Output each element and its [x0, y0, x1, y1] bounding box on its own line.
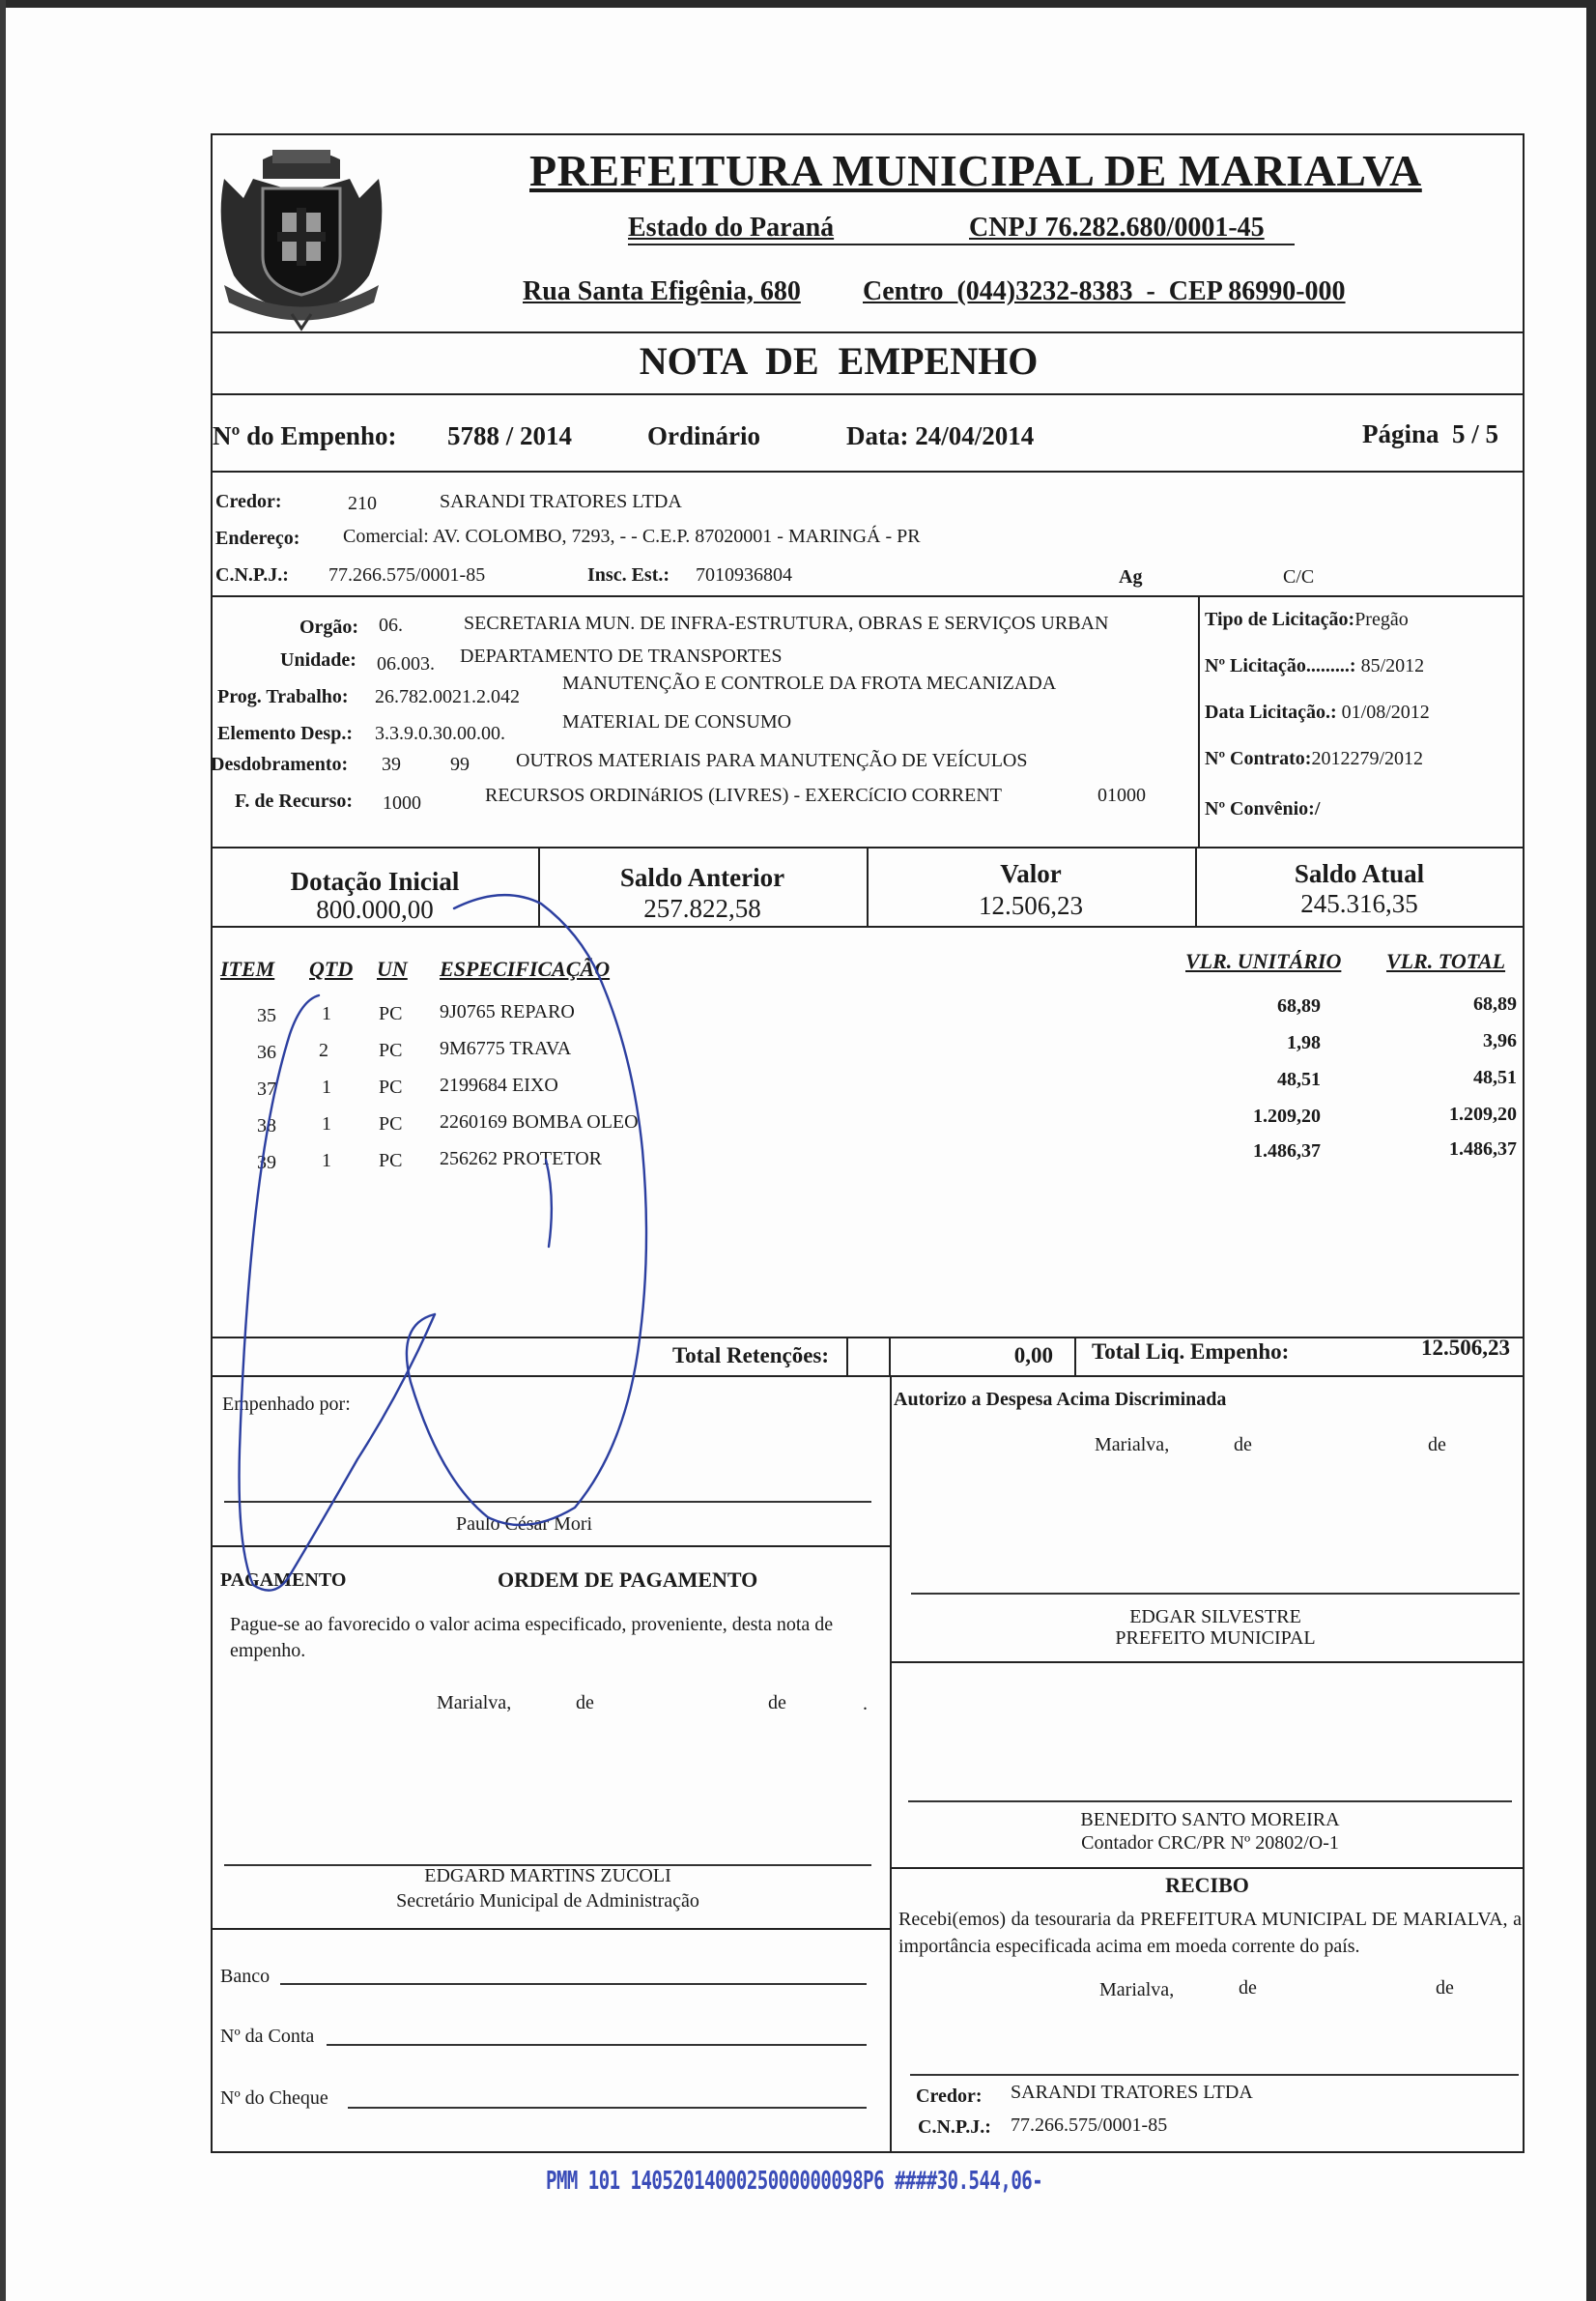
- liquido-value: 12.506,23: [1421, 1336, 1510, 1360]
- divider-secretario: [211, 1928, 890, 1930]
- secretario-role: Secretário Municipal de Administração: [396, 1890, 699, 1912]
- item-row-4-un: PC: [379, 1113, 403, 1135]
- item-row-5-desc: 256262 PROTETOR: [440, 1148, 602, 1169]
- empenhado-signature-line: [224, 1501, 871, 1503]
- dotacao-label: Dotação Inicial: [290, 867, 460, 896]
- item-row-5-item: 39: [257, 1152, 276, 1173]
- recurso-label: F. de Recurso:: [235, 791, 354, 812]
- item-row-2-item: 36: [257, 1042, 276, 1063]
- secretario-name: EDGARD MARTINS ZUCOLI: [424, 1865, 671, 1886]
- credor-cnpj: 77.266.575/0001-85: [328, 564, 486, 586]
- recibo-credor-name: SARANDI TRATORES LTDA: [1011, 2082, 1253, 2103]
- tipo-licitacao-label: Tipo de Licitação:: [1205, 609, 1355, 630]
- contador-signature-line: [908, 1800, 1512, 1802]
- credor-insc: 7010936804: [696, 564, 792, 586]
- recurso-code: 1000: [383, 792, 421, 814]
- banco-field-line[interactable]: [280, 1983, 867, 1985]
- valor-label: Valor: [1000, 859, 1062, 888]
- elemento-code: 3.3.9.0.30.00.00.: [375, 723, 505, 744]
- recibo-credor-label: Credor:: [916, 2085, 983, 2107]
- autorizo-de-2: de: [1428, 1434, 1446, 1455]
- item-row-4-item: 38: [257, 1115, 276, 1136]
- prog-label: Prog. Trabalho:: [217, 686, 349, 707]
- recibo-cnpj-label: C.N.P.J.:: [918, 2116, 991, 2138]
- liquido-label: Total Liq. Empenho:: [1092, 1339, 1290, 1364]
- state-name: Estado do Paraná: [628, 213, 835, 243]
- numero-licitacao-value: 85/2012: [1360, 655, 1425, 676]
- item-row-1-desc: 9J0765 REPARO: [440, 1001, 575, 1022]
- orgao-code: 06.: [379, 615, 403, 636]
- data-licitacao-label: Data Licitação.:: [1205, 702, 1337, 723]
- divider-prefeito: [890, 1661, 1525, 1663]
- item-row-3-qtd: 1: [322, 1077, 331, 1098]
- elemento-label: Elemento Desp.:: [217, 723, 353, 744]
- item-row-1-item: 35: [257, 1005, 276, 1026]
- item-row-4-qtd: 1: [322, 1113, 331, 1135]
- prefeito-signature-line: [911, 1593, 1520, 1595]
- divider-totals: [211, 926, 1525, 928]
- dotacao-value: 800.000,00: [316, 895, 434, 924]
- recibo-de-1: de: [1239, 1977, 1257, 1999]
- divider-licitacao-vertical: [1198, 595, 1200, 848]
- prefeito-role: PREFEITO MUNICIPAL: [1115, 1627, 1316, 1649]
- contador-name: BENEDITO SANTO MOREIRA: [1080, 1809, 1340, 1830]
- retencoes-value: 0,00: [1013, 1343, 1053, 1367]
- pague-text: Pague-se ao favorecido o valor acima especificado, proveniente, desta nota de empenho.: [230, 1614, 834, 1661]
- credor-code: 210: [348, 493, 377, 514]
- retencoes-col-1: [846, 1337, 848, 1377]
- bank-account-label: C/C: [1283, 566, 1315, 588]
- retencoes-col-3: [1074, 1337, 1076, 1377]
- item-row-2-total: 3,96: [1483, 1030, 1517, 1051]
- item-row-2-unit: 1,98: [1287, 1032, 1321, 1053]
- data-licitacao-value: 01/08/2012: [1341, 702, 1430, 723]
- contador-role: Contador CRC/PR Nº 20802/O-1: [1081, 1832, 1339, 1854]
- divider-credor: [211, 595, 1525, 597]
- banco-label: Banco: [220, 1966, 271, 1987]
- data-licitacao: [1205, 702, 1430, 724]
- item-row-2-desc: 9M6775 TRAVA: [440, 1038, 572, 1059]
- insc-label: Insc. Est.:: [587, 564, 670, 586]
- divider-empenhado: [211, 1545, 890, 1547]
- numero-convenio: Nº Convênio:/: [1205, 798, 1321, 820]
- empenho-type: Ordinário: [647, 421, 761, 450]
- footer-processing-code: PMM 101 1405201400025000000098P6 ####30.544,06-: [546, 2167, 1043, 2196]
- elemento-name: MATERIAL DE CONSUMO: [562, 711, 792, 733]
- municipality-title: PREFEITURA MUNICIPAL DE MARIALVA: [529, 146, 1422, 195]
- prog-name: MANUTENÇÃO E CONTROLE DA FROTA MECANIZADA: [562, 673, 1057, 694]
- numero-licitacao-label: Nº Licitação.........:: [1205, 655, 1356, 676]
- tipo-licitacao-value: Pregão: [1354, 609, 1409, 630]
- recurso-code-2: 01000: [1097, 785, 1146, 806]
- desdobramento-code-b: 99: [450, 754, 470, 775]
- numero-contrato-value: 2012279/2012: [1311, 748, 1424, 769]
- credor-name: SARANDI TRATORES LTDA: [440, 491, 682, 512]
- item-row-1-unit: 68,89: [1277, 995, 1321, 1017]
- municipality-contact: Centro (044)3232-8383 - CEP 86990-000: [863, 276, 1346, 306]
- items-header-un: UN: [377, 957, 408, 981]
- divider-items: [211, 1337, 1525, 1338]
- pagamento-de-1: de: [576, 1692, 594, 1713]
- recurso-name: RECURSOS ORDINáRIOS (LIVRES) - EXERCíCIO CORRENT: [485, 785, 1003, 806]
- item-row-3-desc: 2199684 EIXO: [440, 1075, 558, 1096]
- conta-field-line[interactable]: [327, 2044, 867, 2046]
- items-header-total-value: VLR. TOTAL: [1386, 949, 1506, 973]
- empenhado-signer: Paulo César Mori: [456, 1513, 593, 1535]
- scan-border-left: [0, 0, 6, 2301]
- numero-contrato: [1205, 748, 1423, 770]
- cheque-field-line[interactable]: [348, 2107, 867, 2109]
- unidade-label: Unidade:: [280, 649, 356, 671]
- municipality-cnpj: CNPJ 76.282.680/0001-45: [969, 213, 1265, 243]
- saldo-atual-value: 245.316,35: [1300, 889, 1418, 918]
- divider-title: [211, 393, 1525, 395]
- document-title: NOTA DE EMPENHO: [639, 339, 1039, 383]
- unidade-name: DEPARTAMENTO DE TRANSPORTES: [460, 646, 783, 667]
- item-row-3-item: 37: [257, 1079, 276, 1100]
- scan-border-top: [0, 0, 1596, 8]
- orgao-label: Orgão:: [299, 617, 359, 638]
- cheque-label: Nº do Cheque: [220, 2087, 328, 2109]
- item-row-2-un: PC: [379, 1040, 403, 1061]
- divider-retencoes: [211, 1375, 1525, 1377]
- recibo-place: Marialva,: [1099, 1979, 1175, 2000]
- credor-label: Credor:: [215, 491, 282, 512]
- autorizo-place: Marialva,: [1095, 1434, 1170, 1455]
- item-row-5-unit: 1.486,37: [1253, 1140, 1321, 1162]
- recibo-signature-line: [910, 2074, 1519, 2076]
- items-header-unit-value: VLR. UNITÁRIO: [1185, 949, 1342, 973]
- pagamento-de-2: de: [768, 1692, 786, 1713]
- prefeito-name: EDGAR SILVESTRE: [1129, 1606, 1301, 1627]
- item-row-4-unit: 1.209,20: [1253, 1106, 1321, 1127]
- cnpj-label: C.N.P.J.:: [215, 564, 289, 586]
- item-row-1-un: PC: [379, 1003, 403, 1024]
- bank-agency-label: Ag: [1119, 566, 1143, 588]
- retencoes-label: Total Retenções:: [672, 1343, 830, 1367]
- state-underline: [628, 244, 1295, 245]
- prog-code: 26.782.0021.2.042: [375, 686, 520, 707]
- item-row-1-qtd: 1: [322, 1003, 331, 1024]
- pagamento-place: Marialva,: [437, 1692, 512, 1713]
- tipo-licitacao: [1205, 609, 1409, 631]
- item-row-5-qtd: 1: [322, 1150, 331, 1171]
- scan-border-right: [1586, 0, 1596, 2301]
- conta-label: Nº da Conta: [220, 2026, 315, 2047]
- ordem-pagamento-title: ORDEM DE PAGAMENTO: [498, 1568, 758, 1592]
- municipality-address: Rua Santa Efigênia, 680: [523, 276, 801, 306]
- autorizo-label: Autorizo a Despesa Acima Discriminada: [894, 1389, 1227, 1410]
- recibo-title: RECIBO: [1165, 1873, 1249, 1897]
- item-row-3-un: PC: [379, 1077, 403, 1098]
- numero-contrato-label: Nº Contrato:: [1205, 748, 1312, 769]
- item-row-5-un: PC: [379, 1150, 403, 1171]
- empenhado-por-label: Empenhado por:: [222, 1394, 351, 1415]
- address-label: Endereço:: [215, 528, 300, 549]
- item-row-3-total: 48,51: [1473, 1067, 1517, 1088]
- valor-value: 12.506,23: [979, 891, 1083, 920]
- recibo-text: Recebi(emos) da tesouraria da PREFEITURA MUNICIPAL DE MARIALVA, a importância especificada acima em moeda corrente do país.: [898, 1909, 1522, 1957]
- items-header-item: ITEM: [220, 957, 275, 981]
- recibo-de-2: de: [1436, 1977, 1454, 1999]
- page-number: Página 5 / 5: [1362, 419, 1499, 448]
- item-row-1-total: 68,89: [1473, 993, 1517, 1015]
- items-header-qtd: QTD: [309, 957, 354, 981]
- empenho-number-label: Nº do Empenho:: [213, 421, 397, 450]
- unidade-code: 06.003.: [377, 653, 435, 675]
- item-row-2-qtd: 2: [319, 1040, 328, 1061]
- desdobramento-code-a: 39: [382, 754, 401, 775]
- item-row-5-total: 1.486,37: [1449, 1138, 1517, 1160]
- coat-of-arms-logo: [205, 140, 398, 333]
- desdobramento-label: Desdobramento:: [211, 754, 349, 775]
- items-header-especificacao: ESPECIFICAÇÃO: [440, 957, 611, 981]
- empenho-number: 5788 / 2014: [447, 421, 573, 450]
- saldo-anterior-value: 257.822,58: [643, 894, 761, 923]
- saldo-atual-label: Saldo Atual: [1294, 859, 1425, 888]
- orgao-name: SECRETARIA MUN. DE INFRA-ESTRUTURA, OBRAS E SERVIÇOS URBAN: [464, 613, 1109, 634]
- item-row-4-total: 1.209,20: [1449, 1104, 1517, 1125]
- divider-header: [211, 331, 1525, 333]
- recibo-cnpj: 77.266.575/0001-85: [1011, 2114, 1168, 2136]
- signature-divider-vertical: [890, 1375, 892, 2153]
- item-row-4-desc: 2260169 BOMBA OLEO: [440, 1111, 639, 1133]
- saldo-anterior-label: Saldo Anterior: [619, 863, 785, 892]
- empenho-date: Data: 24/04/2014: [846, 421, 1035, 450]
- autorizo-de-1: de: [1234, 1434, 1252, 1455]
- pagamento-dot: .: [863, 1693, 868, 1714]
- item-row-3-unit: 48,51: [1277, 1069, 1321, 1090]
- divider-contador: [890, 1867, 1525, 1869]
- credor-address: Comercial: AV. COLOMBO, 7293, - - C.E.P. 87020001 - MARINGÁ - PR: [343, 526, 921, 547]
- numero-licitacao: [1205, 655, 1424, 677]
- divider-empenho: [211, 471, 1525, 473]
- pagamento-label: PAGAMENTO: [220, 1569, 347, 1591]
- desdobramento-name: OUTROS MATERIAIS PARA MANUTENÇÃO DE VEÍCULOS: [516, 750, 1028, 771]
